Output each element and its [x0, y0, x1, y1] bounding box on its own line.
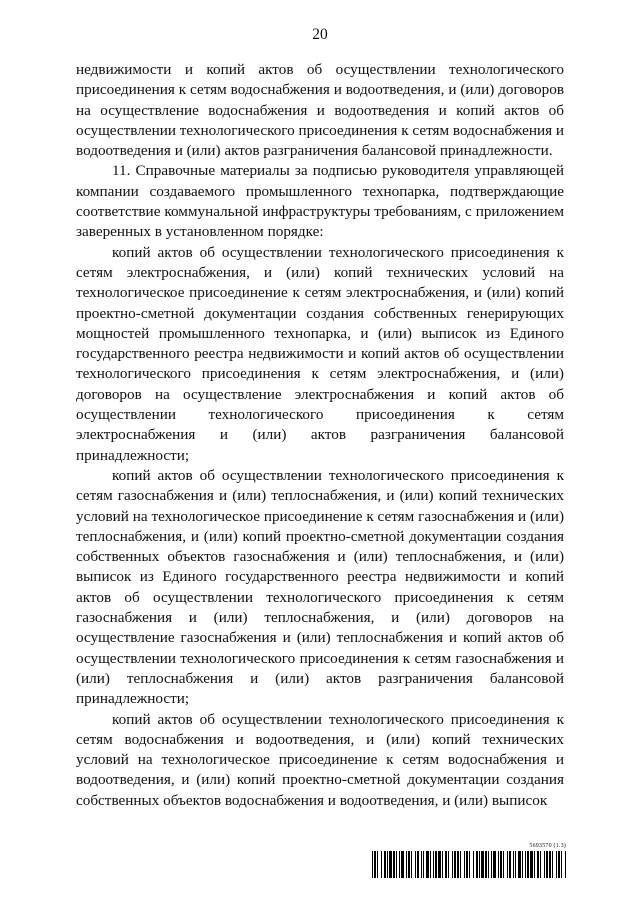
document-code: 5693570 (1.3): [529, 843, 566, 849]
barcode: [372, 851, 566, 878]
paragraph-item-11: 11. Справочные материалы за подписью руководителя управляющей компании создаваемого промышленного технопарка, подтверждающие соответствие коммунальной инфраструктуры требованиям, с приложением заверенных в установленном порядке:: [76, 162, 564, 241]
page-number: 20: [312, 26, 328, 43]
document-body: [76, 60, 564, 811]
paragraph-continuation: недвижимости и копий актов об осуществлении технологического присоединения к сетям водоснабжения и водоотведения, и (или) договоров на осуществление водоснабжения и водоотведения и копий актов об осуществлении технологического присоединения к сетям водоснабжения и водоотведения и (или) актов разграничения балансовой принадлежности.: [76, 61, 564, 160]
paragraph-electricity: копий актов об осуществлении технологического присоединения к сетям электроснабжения, и (или) копий технических условий на технологическое присоединение к сетям электроснабжения, и (или) копий проектно-сметной документации создания собственных генерирующих мощностей промышленного технопарка, и (или) выписок из Единого государственного реестра недвижимости и копий актов об осуществлении технологического присоединения к сетям электроснабжения, и (или) договоров на осуществление электроснабжения и копий актов об осуществлении технологического присоединения к сетям электроснабжения и (или) актов разграничения балансовой принадлежности;: [76, 243, 564, 464]
paragraph-water: копий актов об осуществлении технологического присоединения к сетям водоснабжения и водоотведения, и (или) копий технических условий на технологическое присоединение к сетям водоснабжения и водоотведения, и (или) копий проектно-сметной документации создания собственных объектов водоснабжения и водоотведения, и (или) выписок: [76, 710, 564, 809]
paragraph-gas-heat: копий актов об осуществлении технологического присоединения к сетям газоснабжения и (или) теплоснабжения, и (или) копий технических условий на технологическое присоединение к сетям газоснабжения и (или) теплоснабжения, и (или) копий проектно-сметной документации создания собственных объектов газоснабжения и (или) теплоснабжения, и (или) выписок из Единого государственного реестра недвижимости и копий актов об осуществлении технологического присоединения к сетям газоснабжения и (или) теплоснабжения, и (или) договоров на осуществление газоснабжения и (или) теплоснабжения и копий актов об осуществлении технологического присоединения к сетям газоснабжения и (или) теплоснабжения и (или) актов разграничения балансовой принадлежности;: [76, 466, 564, 708]
